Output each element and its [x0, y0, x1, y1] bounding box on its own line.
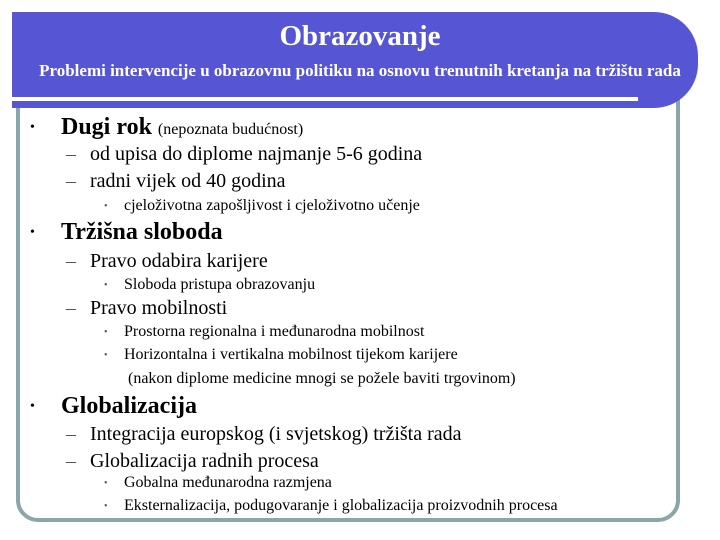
dash-marker: –	[66, 423, 76, 445]
dash-marker: –	[66, 143, 76, 165]
bullet-marker: •	[104, 501, 108, 512]
continuation-text: (nakon diplome medicine mnogi se požele baviti trgovinom)	[128, 370, 516, 387]
section-heading: Dugi rok	[61, 114, 152, 140]
sub-list-item-text: Sloboda pristupa obrazovanju	[124, 276, 316, 293]
dash-marker: –	[66, 250, 76, 272]
section-heading: Globalizacija	[61, 393, 197, 419]
bullet-marker: •	[104, 327, 108, 338]
sub-list-item-text: Eksternalizacija, podugovaranje i globalizacija proizvodnih procesa	[124, 497, 558, 514]
list-item-text: Integracija europskog (i svjetskog) tržišta rada	[90, 423, 462, 445]
dash-marker: –	[66, 170, 76, 192]
list-item-text: Pravo mobilnosti	[90, 297, 228, 319]
list-item-text: Globalizacija radnih procesa	[90, 450, 319, 472]
sub-list-item-text: Horizontalna i vertikalna mobilnost tijekom karijere	[124, 346, 458, 363]
slide-title: Obrazovanje	[279, 20, 441, 52]
list-item-text: radni vijek od 40 godina	[90, 170, 286, 192]
bullet-marker: •	[104, 478, 108, 489]
bullet-marker: •	[104, 201, 108, 212]
bullet-marker: •	[104, 350, 108, 361]
list-item-text: Pravo odabira karijere	[90, 250, 268, 272]
section-heading-note: (nepoznata budućnost)	[157, 121, 304, 138]
section-heading: Tržišna sloboda	[61, 219, 223, 245]
dash-marker: –	[66, 450, 76, 472]
bullet-marker: •	[30, 120, 35, 135]
bullet-marker: •	[30, 399, 35, 414]
list-item-text: od upisa do diplome najmanje 5-6 godina	[90, 143, 423, 165]
title-underline	[12, 97, 638, 101]
sub-list-item-text: Gobalna međunarodna razmjena	[124, 474, 332, 491]
bullet-marker: •	[104, 280, 108, 291]
sub-list-item-text: cjeloživotna zapošljivost i cjeloživotno učenje	[124, 197, 420, 214]
sub-list-item-text: Prostorna regionalna i međunarodna mobilnost	[124, 323, 425, 340]
dash-marker: –	[66, 297, 76, 319]
slide-subtitle: Problemi intervencije u obrazovnu politiku na osnovu trenutnih kretanja na tržištu rada	[39, 61, 681, 80]
bullet-marker: •	[30, 225, 35, 240]
